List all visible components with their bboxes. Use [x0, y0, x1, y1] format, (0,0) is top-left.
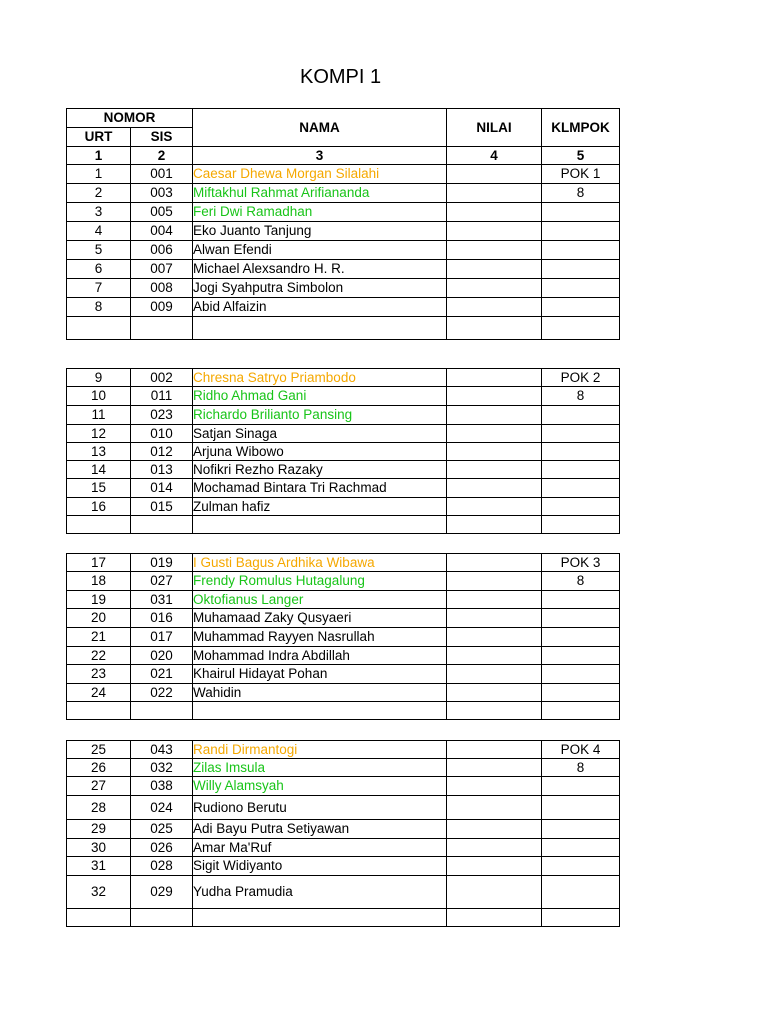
nama-cell: Mohammad Indra Abdillah [193, 647, 447, 665]
urt-cell: 7 [67, 279, 131, 298]
empty-cell [193, 516, 447, 534]
nilai-cell [447, 298, 542, 317]
urt-cell: 10 [67, 387, 131, 406]
empty-cell [542, 909, 620, 927]
table-row [67, 298, 620, 317]
urt-cell: 18 [67, 572, 131, 591]
nama-cell: Frendy Romulus Hutagalung [193, 572, 447, 591]
urt-cell: 15 [67, 479, 131, 498]
sis-cell: 014 [131, 479, 193, 498]
group-table-1 [66, 108, 620, 340]
sis-cell: 032 [131, 759, 193, 777]
nilai-cell [447, 165, 542, 184]
urt-cell: 6 [67, 260, 131, 279]
sis-cell: 005 [131, 203, 193, 222]
urt-cell: 13 [67, 443, 131, 461]
nama-cell: Wahidin [193, 684, 447, 702]
klmpok-cell [542, 260, 620, 279]
table-row [67, 591, 620, 609]
urt-cell: 24 [67, 684, 131, 702]
table-row [67, 184, 620, 203]
empty-cell [131, 516, 193, 534]
table-row [67, 572, 620, 591]
empty-row [67, 909, 620, 927]
klmpok-cell: 8 [542, 387, 620, 406]
empty-cell [447, 909, 542, 927]
group-table-2 [66, 368, 620, 534]
urt-cell: 20 [67, 609, 131, 628]
urt-cell: 8 [67, 298, 131, 317]
sis-cell: 003 [131, 184, 193, 203]
sis-cell: 031 [131, 591, 193, 609]
sis-cell: 043 [131, 741, 193, 759]
table-row [67, 203, 620, 222]
nama-cell: Zulman hafiz [193, 498, 447, 516]
empty-cell [447, 516, 542, 534]
urt-cell: 2 [67, 184, 131, 203]
urt-cell: 29 [67, 820, 131, 839]
nama-cell: Eko Juanto Tanjung [193, 222, 447, 241]
urt-cell: 12 [67, 425, 131, 443]
group-body [67, 369, 620, 534]
nama-cell: Muhamaad Zaky Qusyaeri [193, 609, 447, 628]
sis-cell: 027 [131, 572, 193, 591]
urt-cell: 11 [67, 406, 131, 425]
nilai-cell [447, 876, 542, 909]
sis-cell: 023 [131, 406, 193, 425]
nilai-cell [447, 591, 542, 609]
nilai-cell [447, 647, 542, 665]
table-row [67, 609, 620, 628]
empty-cell [447, 702, 542, 720]
nilai-cell [447, 609, 542, 628]
klmpok-cell [542, 665, 620, 684]
table-row [67, 777, 620, 796]
klmpok-cell [542, 222, 620, 241]
sis-cell: 038 [131, 777, 193, 796]
table-row [67, 741, 620, 759]
header-sis: SIS [131, 128, 193, 147]
nama-cell: Richardo Brilianto Pansing [193, 406, 447, 425]
nilai-cell [447, 387, 542, 406]
nilai-cell [447, 203, 542, 222]
klmpok-cell [542, 777, 620, 796]
klmpok-cell: POK 3 [542, 554, 620, 572]
header-col-num: 2 [131, 147, 193, 165]
nilai-cell [447, 741, 542, 759]
nilai-cell [447, 684, 542, 702]
group-body [67, 165, 620, 340]
nilai-cell [447, 184, 542, 203]
sis-cell: 021 [131, 665, 193, 684]
nilai-cell [447, 425, 542, 443]
urt-cell: 28 [67, 796, 131, 820]
klmpok-cell [542, 279, 620, 298]
nilai-cell [447, 461, 542, 479]
nama-cell: Abid Alfaizin [193, 298, 447, 317]
sis-cell: 012 [131, 443, 193, 461]
sis-cell: 029 [131, 876, 193, 909]
nama-cell: Ridho Ahmad Gani [193, 387, 447, 406]
urt-cell: 16 [67, 498, 131, 516]
nilai-cell [447, 443, 542, 461]
klmpok-cell [542, 796, 620, 820]
urt-cell: 9 [67, 369, 131, 387]
klmpok-cell [542, 461, 620, 479]
klmpok-cell [542, 839, 620, 857]
klmpok-cell: POK 2 [542, 369, 620, 387]
urt-cell: 22 [67, 647, 131, 665]
klmpok-cell [542, 479, 620, 498]
nama-cell: I Gusti Bagus Ardhika Wibawa [193, 554, 447, 572]
sis-cell: 008 [131, 279, 193, 298]
table-row [67, 479, 620, 498]
urt-cell: 4 [67, 222, 131, 241]
group-table-3 [66, 553, 620, 720]
sis-cell: 024 [131, 796, 193, 820]
nama-cell: Feri Dwi Ramadhan [193, 203, 447, 222]
sis-cell: 026 [131, 839, 193, 857]
table-row [67, 165, 620, 184]
table-row [67, 759, 620, 777]
klmpok-cell: POK 1 [542, 165, 620, 184]
klmpok-cell [542, 876, 620, 909]
table-row [67, 387, 620, 406]
klmpok-cell: 8 [542, 184, 620, 203]
table-row [67, 425, 620, 443]
urt-cell: 3 [67, 203, 131, 222]
nilai-cell [447, 498, 542, 516]
sis-cell: 013 [131, 461, 193, 479]
table-row [67, 406, 620, 425]
table-row [67, 554, 620, 572]
nilai-cell [447, 777, 542, 796]
urt-cell: 32 [67, 876, 131, 909]
table-row [67, 461, 620, 479]
nama-cell: Miftakhul Rahmat Arifiananda [193, 184, 447, 203]
klmpok-cell [542, 203, 620, 222]
group-table-4 [66, 740, 620, 927]
urt-cell: 30 [67, 839, 131, 857]
nilai-cell [447, 479, 542, 498]
nama-cell: Willy Alamsyah [193, 777, 447, 796]
klmpok-cell [542, 425, 620, 443]
klmpok-cell [542, 241, 620, 260]
sis-cell: 010 [131, 425, 193, 443]
empty-row [67, 317, 620, 340]
empty-cell [193, 317, 447, 340]
empty-cell [542, 702, 620, 720]
nilai-cell [447, 369, 542, 387]
urt-cell: 31 [67, 857, 131, 876]
table-row [67, 647, 620, 665]
urt-cell: 21 [67, 628, 131, 647]
table-row [67, 684, 620, 702]
nama-cell: Zilas Imsula [193, 759, 447, 777]
klmpok-cell [542, 443, 620, 461]
klmpok-cell [542, 498, 620, 516]
table-row [67, 839, 620, 857]
klmpok-cell: 8 [542, 759, 620, 777]
nama-cell: Jogi Syahputra Simbolon [193, 279, 447, 298]
sis-cell: 015 [131, 498, 193, 516]
urt-cell: 14 [67, 461, 131, 479]
sis-cell: 019 [131, 554, 193, 572]
empty-cell [193, 909, 447, 927]
header-urt: URT [67, 128, 131, 147]
sis-cell: 020 [131, 647, 193, 665]
empty-cell [131, 909, 193, 927]
sis-cell: 009 [131, 298, 193, 317]
urt-cell: 26 [67, 759, 131, 777]
klmpok-cell: POK 4 [542, 741, 620, 759]
sis-cell: 002 [131, 369, 193, 387]
nilai-cell [447, 839, 542, 857]
nama-cell: Randi Dirmantogi [193, 741, 447, 759]
table-row [67, 260, 620, 279]
nama-cell: Khairul Hidayat Pohan [193, 665, 447, 684]
nilai-cell [447, 554, 542, 572]
nama-cell: Nofikri Rezho Razaky [193, 461, 447, 479]
nilai-cell [447, 857, 542, 876]
header-col-num: 4 [447, 147, 542, 165]
klmpok-cell [542, 609, 620, 628]
klmpok-cell [542, 298, 620, 317]
nama-cell: Caesar Dhewa Morgan Silalahi [193, 165, 447, 184]
sis-cell: 006 [131, 241, 193, 260]
sis-cell: 016 [131, 609, 193, 628]
empty-cell [131, 702, 193, 720]
empty-cell [67, 909, 131, 927]
sis-cell: 011 [131, 387, 193, 406]
table-row [67, 241, 620, 260]
nilai-cell [447, 628, 542, 647]
klmpok-cell [542, 591, 620, 609]
empty-cell [67, 317, 131, 340]
nama-cell: Alwan Efendi [193, 241, 447, 260]
nama-cell: Muhammad Rayyen Nasrullah [193, 628, 447, 647]
nilai-cell [447, 279, 542, 298]
empty-row [67, 516, 620, 534]
klmpok-cell [542, 857, 620, 876]
urt-cell: 17 [67, 554, 131, 572]
nama-cell: Mochamad Bintara Tri Rachmad [193, 479, 447, 498]
sis-cell: 001 [131, 165, 193, 184]
header-nilai: NILAI [447, 109, 542, 147]
urt-cell: 1 [67, 165, 131, 184]
sis-cell: 004 [131, 222, 193, 241]
sis-cell: 028 [131, 857, 193, 876]
empty-cell [542, 317, 620, 340]
nilai-cell [447, 759, 542, 777]
header-col-num: 1 [67, 147, 131, 165]
nama-cell: Oktofianus Langer [193, 591, 447, 609]
empty-cell [67, 702, 131, 720]
group-body [67, 554, 620, 720]
nilai-cell [447, 572, 542, 591]
table-row [67, 820, 620, 839]
klmpok-cell [542, 684, 620, 702]
nama-cell: Adi Bayu Putra Setiyawan [193, 820, 447, 839]
sis-cell: 025 [131, 820, 193, 839]
urt-cell: 25 [67, 741, 131, 759]
group-body [67, 741, 620, 927]
table-row [67, 857, 620, 876]
urt-cell: 27 [67, 777, 131, 796]
klmpok-cell [542, 406, 620, 425]
klmpok-cell [542, 820, 620, 839]
nama-cell: Satjan Sinaga [193, 425, 447, 443]
header-nama: NAMA [193, 109, 447, 147]
table-row [67, 628, 620, 647]
sis-cell: 007 [131, 260, 193, 279]
nama-cell: Michael Alexsandro H. R. [193, 260, 447, 279]
table-row [67, 498, 620, 516]
nama-cell: Amar Ma'Ruf [193, 839, 447, 857]
header-klmpok: KLMPOK [542, 109, 620, 147]
nama-cell: Arjuna Wibowo [193, 443, 447, 461]
empty-cell [67, 516, 131, 534]
empty-cell [542, 516, 620, 534]
nama-cell: Rudiono Berutu [193, 796, 447, 820]
klmpok-cell: 8 [542, 572, 620, 591]
empty-cell [131, 317, 193, 340]
klmpok-cell [542, 628, 620, 647]
table-row [67, 369, 620, 387]
urt-cell: 5 [67, 241, 131, 260]
nilai-cell [447, 796, 542, 820]
empty-cell [447, 317, 542, 340]
header-nomor: NOMOR [67, 109, 193, 128]
nilai-cell [447, 241, 542, 260]
page-title: KOMPI 1 [300, 66, 382, 88]
table-row [67, 279, 620, 298]
table-row [67, 665, 620, 684]
header-col-num: 3 [193, 147, 447, 165]
nilai-cell [447, 665, 542, 684]
klmpok-cell [542, 647, 620, 665]
nilai-cell [447, 222, 542, 241]
empty-row [67, 702, 620, 720]
nilai-cell [447, 820, 542, 839]
table-row [67, 443, 620, 461]
sis-cell: 022 [131, 684, 193, 702]
nama-cell: Yudha Pramudia [193, 876, 447, 909]
nama-cell: Chresna Satryo Priambodo [193, 369, 447, 387]
table-row [67, 876, 620, 909]
table-row [67, 796, 620, 820]
header-col-num: 5 [542, 147, 620, 165]
nama-cell: Sigit Widiyanto [193, 857, 447, 876]
sis-cell: 017 [131, 628, 193, 647]
urt-cell: 23 [67, 665, 131, 684]
urt-cell: 19 [67, 591, 131, 609]
nilai-cell [447, 260, 542, 279]
empty-cell [193, 702, 447, 720]
table-row [67, 222, 620, 241]
nilai-cell [447, 406, 542, 425]
